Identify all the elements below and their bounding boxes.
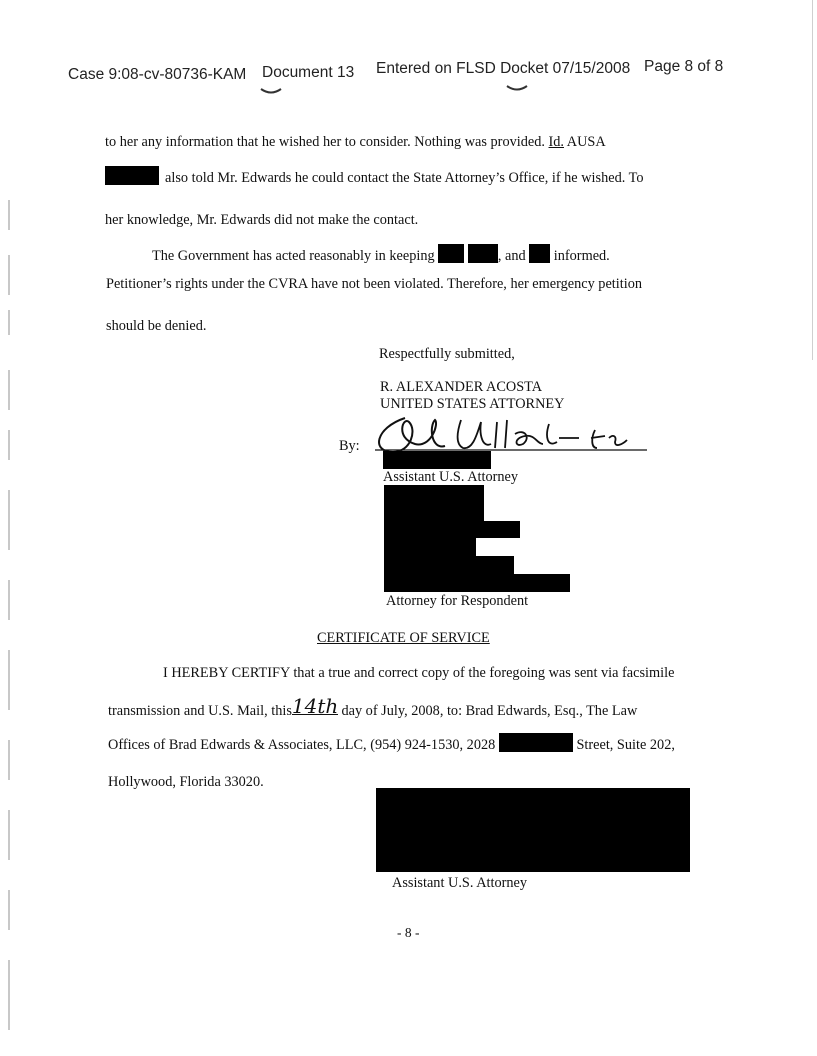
certificate-line-1: I HEREBY CERTIFY that a true and correct copy of the foregoing was sent via facsimile	[163, 665, 675, 681]
redaction-signer-name	[383, 451, 491, 469]
scan-left-margin-marks	[8, 200, 12, 1040]
citation-id: Id.	[548, 134, 564, 150]
page-number: - 8 -	[397, 925, 420, 940]
by-label: By:	[339, 438, 360, 454]
certificate-line-4: Hollywood, Florida 33020.	[108, 774, 264, 790]
redaction-block	[105, 166, 159, 185]
redaction-block	[529, 244, 550, 263]
header-case-number: Case 9:08-cv-80736-KAM	[68, 66, 247, 83]
handwritten-day: 14th	[291, 694, 339, 718]
redaction-block	[468, 244, 498, 263]
signer-title: Assistant U.S. Attorney	[383, 469, 519, 485]
scan-tick-mark	[259, 86, 283, 96]
body-line-1: to her any information that he wished her to consider. Nothing was provided. Id. AUSA	[105, 134, 606, 150]
redaction-contact-block	[384, 574, 570, 592]
header-page-count: Page 8 of 8	[644, 58, 724, 75]
certificate-heading: CERTIFICATE OF SERVICE	[317, 630, 490, 646]
redaction-signature-box	[376, 788, 690, 872]
scan-tick-mark	[505, 83, 529, 93]
body-line-3: her knowledge, Mr. Edwards did not make the contact.	[105, 212, 419, 228]
certificate-line-2: transmission and U.S. Mail, this14th day of July, 2008, to: Brad Edwards, Esq., The Law	[108, 694, 638, 719]
redaction-contact-block	[384, 521, 520, 538]
scan-edge-line	[812, 0, 813, 360]
redaction-block	[438, 244, 464, 263]
header-document-number: Document 13	[262, 64, 355, 81]
closing: Respectfully submitted,	[379, 346, 515, 362]
redaction-contact-block	[384, 485, 484, 521]
certificate-signer-title: Assistant U.S. Attorney	[392, 875, 528, 891]
body-line-4: The Government has acted reasonably in keeping , and informed.	[152, 244, 610, 265]
body-line-6: should be denied.	[106, 318, 207, 334]
body-line-5: Petitioner’s rights under the CVRA have not been violated. Therefore, her emergency petition	[106, 276, 642, 292]
redaction-block	[499, 733, 573, 752]
attorney-office: UNITED STATES ATTORNEY	[380, 396, 565, 412]
attorney-name: R. ALEXANDER ACOSTA	[380, 379, 543, 395]
header-docket-entry: Entered on FLSD Docket 07/15/2008	[376, 60, 631, 77]
body-line-2: also told Mr. Edwards he could contact the State Attorney’s Office, if he wished. To	[105, 166, 644, 187]
redaction-contact-block	[384, 556, 514, 574]
respondent-role: Attorney for Respondent	[386, 593, 529, 609]
certificate-line-3: Offices of Brad Edwards & Associates, LLC, (954) 924-1530, 2028 Street, Suite 202,	[108, 733, 675, 754]
redaction-contact-block	[384, 538, 476, 556]
